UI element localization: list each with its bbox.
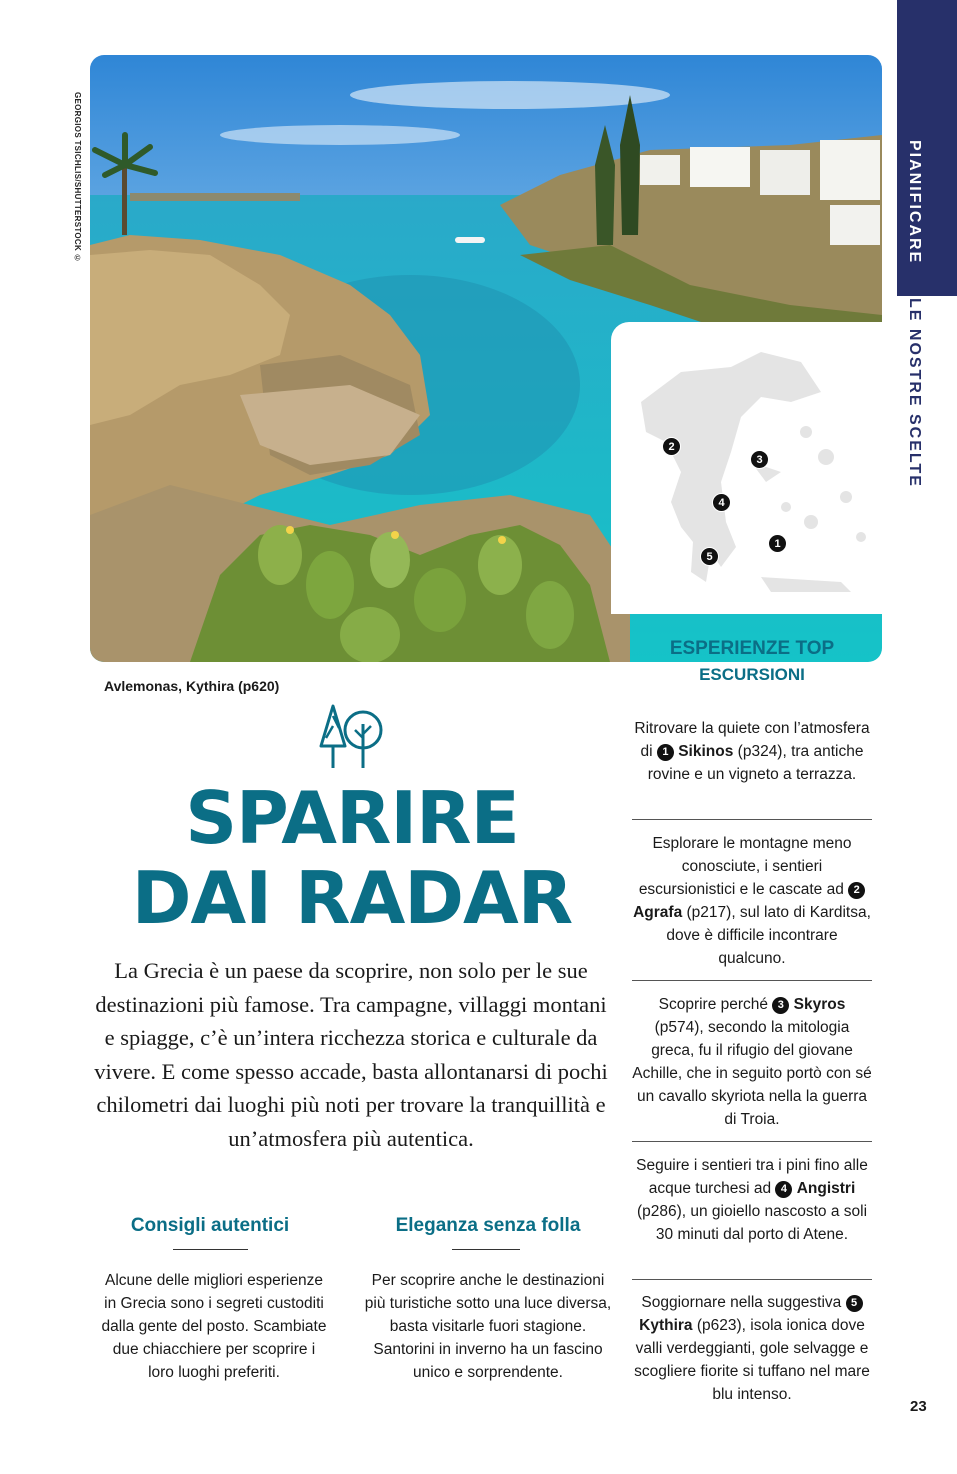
number-badge: 4 [775,1181,792,1198]
experience-item: Soggiornare nella suggestiva 5 Kythira (p623), isola ionica dove valli verdeggianti, gole selvagge e scogliere fiorite si tuffano nel mare blu intenso. [634,1294,870,1403]
map-marker-1: 1 [768,534,787,553]
experience-item: Seguire i sentieri tra i pini fino alle acque turchesi ad 4 Angistri (p286), un gioiello nascosto a soli 30 minuti dal porto di Atene. [636,1157,868,1243]
number-badge: 2 [848,882,865,899]
page-title [92,778,612,938]
experience-divider [632,819,872,820]
number-badge: 3 [772,997,789,1014]
map-marker-3: 3 [750,450,769,469]
photo-credit: GEORGIOS TSICHLIS/SHUTTERSTOCK © [73,92,82,263]
number-badge: 5 [846,1295,863,1312]
place-name: Agrafa [633,904,683,921]
experiences-title: ESPERIENZE TOP [669,638,835,659]
column-2-title: Eleganza senza folla [395,1215,581,1236]
place-name: Angistri [796,1180,856,1197]
photo-caption: Avlemonas, Kythira (p620) [104,678,280,694]
subsection-label: LE NOSTRE SCELTE [906,298,923,488]
experience-divider [632,1141,872,1142]
experience-divider [632,1279,872,1280]
page-number: 23 [910,1398,927,1415]
place-name: Skyros [793,996,846,1013]
experiences-subtitle: ESCURSIONI [699,665,805,684]
title-line-1: SPARIRE [185,776,519,860]
map-marker-4: 4 [712,493,731,512]
trees-icon [315,702,385,772]
intro-paragraph: La Grecia è un paese da scoprire, non solo per le sue destinazioni più famose. Tra campagne, villaggi montani e spiagge, c’è un’intera ricchezza storica e culturale da vivere. E come spesso accade, basta allontanarsi di pochi chilometri dai luoghi più noti per trovare la tranquillità e un’atmosfera più autentica. [94,958,608,1151]
number-badge: 1 [657,744,674,761]
column-1-text: Alcune delle migliori esperienze in Grecia sono i segreti custoditi dalla gente del posto. Scambiate due chiacchiere per scoprire i loro luoghi preferiti. [101,1272,327,1381]
column-1-title: Consigli autentici [130,1215,290,1236]
place-name: Sikinos [678,743,734,760]
column-2-text: Per scoprire anche le destinazioni più turistiche sotto una luce diversa, basta visitarle fuori stagione. Santorini in inverno ha un fascino unico e sorprendente. [364,1272,612,1381]
section-tab-label: PIANIFICARE [906,140,923,265]
locator-map [611,322,886,614]
title-line-2: DAI RADAR [131,856,573,940]
experience-item: Esplorare le montagne meno conosciute, i sentieri escursionistici e le cascate ad 2 Agrafa (p217), sul lato di Karditsa, dove è difficile incontrare qualcuno. [633,835,871,967]
place-name: Kythira [639,1317,693,1334]
experience-item: Scoprire perché 3 Skyros (p574), secondo la mitologia greca, fu il rifugio del giovane Achille, che in seguito portò con sé un cavallo skyriota nella la guerra di Troia. [632,996,872,1128]
experience-divider [632,980,872,981]
greece-map-shape [611,322,886,614]
column-2-divider [452,1249,520,1250]
experience-item: Ritrovare la quiete con l’atmosfera di 1 Sikinos (p324), tra antiche rovine e un vigneto a terrazza. [634,720,870,783]
map-marker-2: 2 [662,437,681,456]
map-marker-5: 5 [700,547,719,566]
column-1-divider [173,1249,248,1250]
